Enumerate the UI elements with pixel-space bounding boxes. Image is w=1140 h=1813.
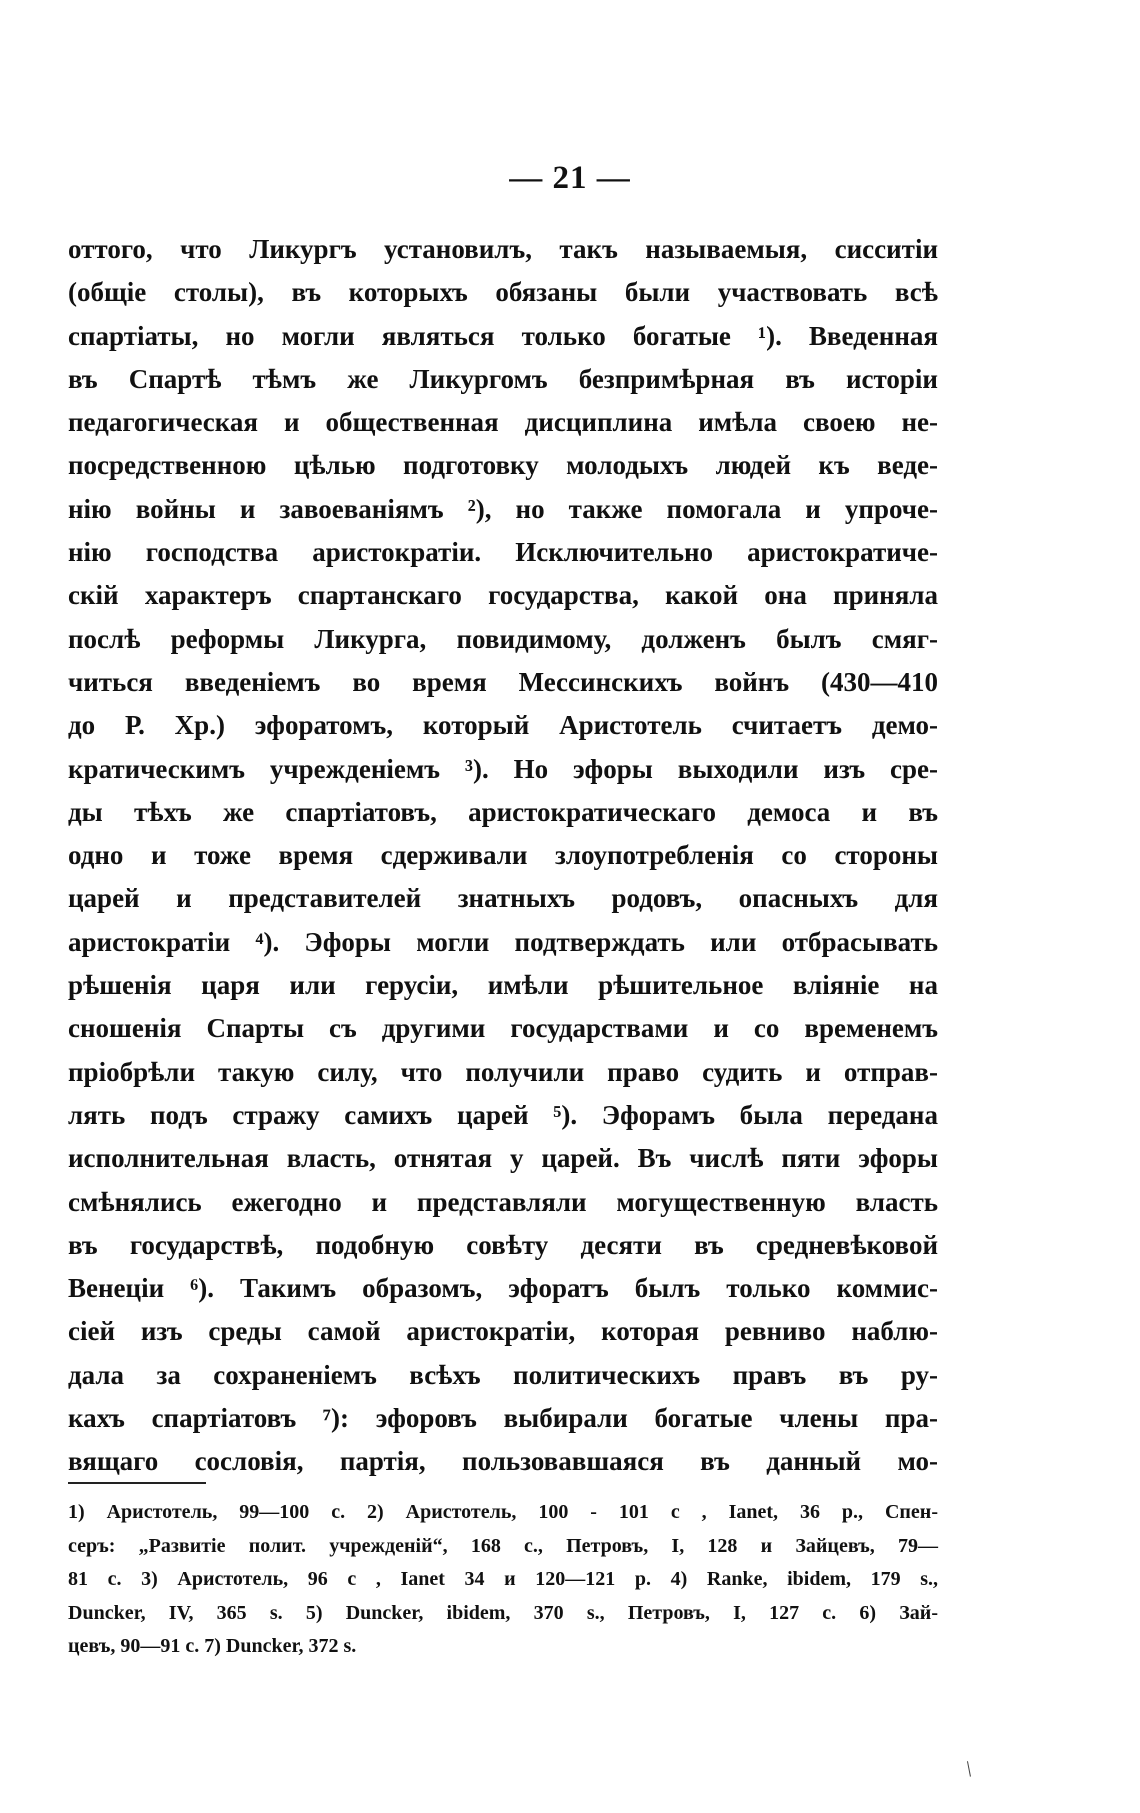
text-line: до Р. Хр.) эфоратомъ, который Аристотель считаетъ демо- — [68, 710, 938, 741]
text-line: рѣшенія царя или герусіи, имѣли рѣшительное вліяніе на — [68, 970, 938, 1001]
text-line: въ государствѣ, подобную совѣту десяти въ средневѣковой — [68, 1229, 938, 1260]
footnote-line: серъ: „Развитіе полит. учрежденій“, 168 с., Петровъ, I, 128 и Зайцевъ, 79— — [68, 1534, 938, 1557]
body-text — [68, 228, 938, 1484]
text-line: педагогическая и общественная дисциплина имѣла своею не- — [68, 407, 938, 438]
text-line: вящаго сословія, партія, пользовавшаяся въ данный мо- — [68, 1446, 938, 1477]
text-line: кратическимъ учрежденіемъ ³). Но эфоры выходили изъ сре- — [68, 753, 938, 784]
text-line: кахъ спартіатовъ ⁷): эфоровъ выбирали богатые члены пра- — [68, 1403, 938, 1434]
text-line: одно и тоже время сдерживали злоупотребленія со стороны — [68, 840, 938, 871]
text-line: нію войны и завоеваніямъ ²), но также помогала и упроче- — [68, 493, 938, 524]
text-line: ды тѣхъ же спартіатовъ, аристократическаго демоса и въ — [68, 796, 938, 827]
text-line: лять подъ стражу самихъ царей ⁵). Эфорамъ была передана — [68, 1099, 938, 1130]
footnote-divider — [68, 1482, 206, 1484]
text-line: Венеціи ⁶). Такимъ образомъ, эфоратъ былъ только коммис- — [68, 1273, 938, 1304]
page-number: — 21 — — [509, 160, 631, 196]
text-line: царей и представителей знатныхъ родовъ, опасныхъ для — [68, 883, 938, 914]
text-line: послѣ реформы Ликурга, повидимому, долженъ былъ смяг- — [68, 623, 938, 654]
text-line: сношенія Спарты съ другими государствами и со временемъ — [68, 1013, 938, 1044]
footnotes — [68, 1496, 938, 1664]
footnote-line: 81 с. 3) Аристотель, 96 с , Ianet 34 и 120—121 p. 4) Ranke, ibidem, 179 s., — [68, 1568, 938, 1590]
text-line: аристократіи ⁴). Эфоры могли подтверждать или отбрасывать — [68, 926, 938, 957]
footnote-line: Duncker, IV, 365 s. 5) Duncker, ibidem, 370 s., Петровъ, I, 127 с. 6) Зай- — [68, 1601, 938, 1624]
text-line: дала за сохраненіемъ всѣхъ политическихъ правъ въ ру- — [68, 1359, 938, 1390]
stray-pen-mark-icon: / — [959, 1756, 978, 1781]
text-line: оттого, что Ликургъ установилъ, такъ называемыя, сисситіи — [68, 234, 938, 264]
text-line: читься введеніемъ во время Мессинскихъ войнъ (430—410 — [68, 666, 938, 697]
text-line: посредственною цѣлью подготовку молодыхъ людей къ веде- — [68, 450, 938, 481]
text-line: пріобрѣли такую силу, что получили право судить и отправ- — [68, 1056, 938, 1087]
text-line: въ Спартѣ тѣмъ же Ликургомъ безпримѣрная въ исторіи — [68, 363, 938, 394]
text-line: (общіе столы), въ которыхъ обязаны были участвовать всѣ — [68, 277, 938, 308]
footnote-line: цевъ, 90—91 с. 7) Duncker, 372 s. — [68, 1635, 357, 1657]
text-line: скій характеръ спартанскаго государства, какой она приняла — [68, 580, 938, 611]
text-line: сіей изъ среды самой аристократіи, которая ревниво наблю- — [68, 1316, 938, 1347]
text-line: спартіаты, но могли являться только богатые ¹). Введенная — [68, 320, 938, 351]
text-line: нію господства аристократіи. Исключительно аристократиче- — [68, 537, 938, 568]
text-line: исполнительная власть, отнятая у царей. Въ числѣ пяти эфоры — [68, 1143, 938, 1174]
footnote-line: 1) Аристотель, 99—100 с. 2) Аристотель, 100 - 101 с , Ianet, 36 p., Спен- — [68, 1501, 938, 1523]
text-line: смѣнялись ежегодно и представляли могущественную власть — [68, 1186, 938, 1217]
